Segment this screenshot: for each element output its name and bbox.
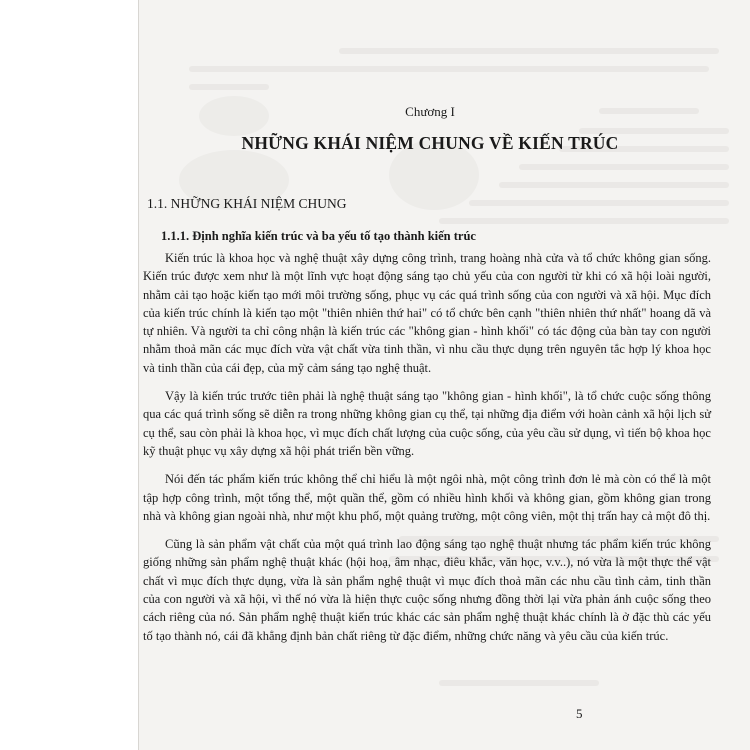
section-heading: 1.1. NHỮNG KHÁI NIỆM CHUNG [147,196,347,211]
page-number: 5 [576,706,583,721]
chapter-label: Chương I [405,104,455,119]
subsection-heading: 1.1.1. Định nghĩa kiến trúc và ba yếu tố tạo thành kiến trúc [161,229,476,243]
chapter-title: NHỮNG KHÁI NIỆM CHUNG VỀ KIẾN TRÚC [241,133,619,153]
paragraph: Nói đến tác phẩm kiến trúc không thể chỉ hiểu là một ngôi nhà, một công trình đơn lẻ mà còn có thể là một tập hợp công trình, một tổng thể, một quần thể, gồm có nhiều hình khối và không gian, gồm không gian trong nhà và không gian ngoài nhà, như một khu phố, một quảng trường, một công viên, một thị trấn hay cả một đô thị. [143,472,711,523]
body-text [143,249,711,655]
paragraph: Kiến trúc là khoa học và nghệ thuật xây dựng công trình, trang hoàng nhà cửa và tổ chức không gian sống. Kiến trúc được xem như là một lĩnh vực hoạt động sáng tạo chủ yếu của con người từ khi có xã hội loài người, nhằm cải tạo hoặc kiến tạo mới môi trường sống, phục vụ các quá trình sống của con người và xã hội. Mục đích của kiến trúc chính là kiến tạo một "thiên nhiên thứ hai" có tổ chức bên cạnh "thiên nhiên thứ nhất" hoang dã và tự nhiên. Và người ta chỉ công nhận là kiến trúc các "không gian - hình khối" có tác động của bàn tay con người nhằm thoả mãn các mục đích vừa vật chất vừa tinh thần, vì nhu cầu thực dụng trên nguyên tắc hợp lý khoa học và tinh thần của cái đẹp, của mỹ cảm sáng tạo nghệ thuật. [143,251,711,375]
page-content [139,0,750,750]
book-page [138,0,750,750]
paragraph: Vậy là kiến trúc trước tiên phải là nghệ thuật sáng tạo "không gian - hình khối", là tổ chức cuộc sống thông qua các quá trình sống sẽ diễn ra trong những không gian cụ thể, tại những địa điểm với hoàn cảnh xã hội lịch sử cụ thể, sau còn phải là khoa học, vì mục đích chất lượng của cuộc sống, của yêu cầu sử dụng, vì tiến bộ khoa học kỹ thuật phục vụ xây dựng xã hội phát triển bền vững. [143,389,711,458]
paragraph: Cũng là sản phẩm vật chất của một quá trình lao động sáng tạo nghệ thuật nhưng tác phẩm kiến trúc không giống những sản phẩm nghệ thuật khác (hội hoạ, âm nhạc, điêu khắc, văn học, v.v..), nó vừa là một thực thể vật chất vì mục đích thực dụng, vừa là sản phẩm nghệ thuật vì mục đích thoả mãn các nhu cầu tình cảm, tinh thần của con người và xã hội, vì thế nó vừa là hiện thực cuộc sống nhưng đồng thời lại vừa phản ánh cuộc sống theo cách riêng của nó. Sản phẩm nghệ thuật kiến trúc khác các sản phẩm nghệ thuật khác chính là ở đặc thù các yếu tố tạo thành nó, cái đã khẳng định bản chất riêng từ đặc điểm, những chức năng và yêu cầu của kiến trúc. [143,537,711,643]
